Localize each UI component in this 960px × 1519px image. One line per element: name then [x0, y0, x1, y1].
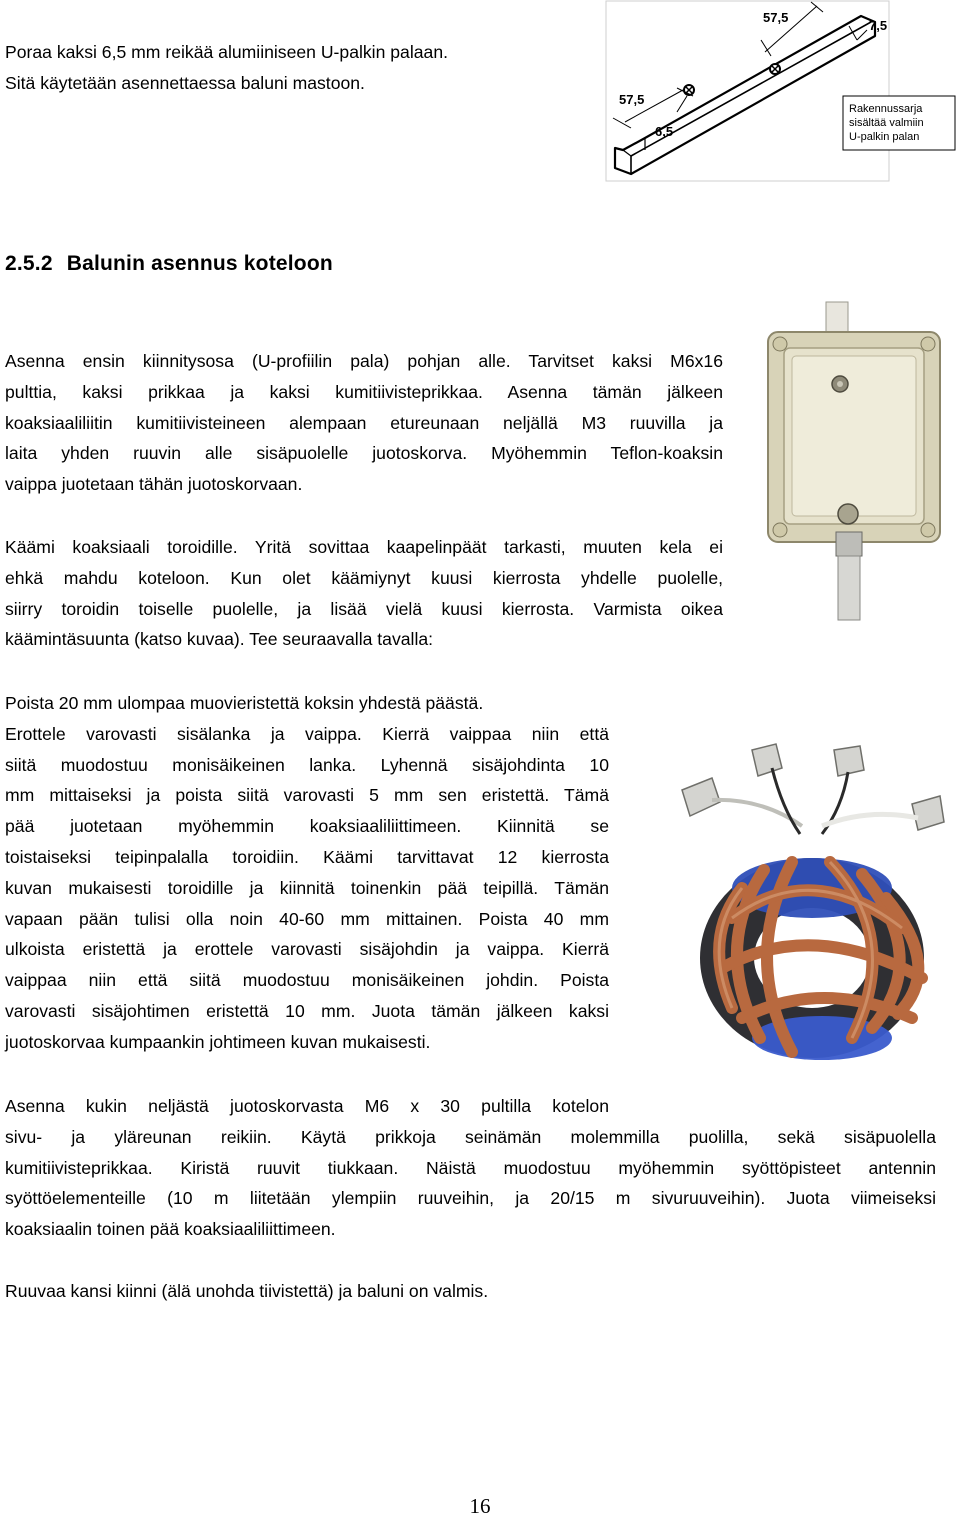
- text-line: juotoskorvaa kumpaankin johtimeen kuvan mukaisesti.: [5, 1031, 431, 1052]
- text-line: laita yhden ruuvin alle sisäpuolelle juotoskorva. Myöhemmin Teflon-koaksin: [5, 443, 723, 464]
- text-line: kuvan mukaisesti toroidille ja kiinnitä toinenkin pää teipillä. Tämän: [5, 877, 609, 898]
- section-title: Balunin asennus koteloon: [66, 252, 333, 275]
- paragraph-winding: [5, 532, 723, 655]
- intro-line-2: Sitä käytetään asennettaessa baluni mastoon.: [5, 72, 365, 93]
- section-heading: [5, 252, 333, 276]
- dim-6-5: 6,5: [655, 124, 674, 139]
- text-line: vaippaa niin että siitä muodostuu monisäikeinen johdin. Poista: [5, 970, 609, 991]
- text-line: koaksiaalin toinen pää koaksiaaliliittimeen.: [5, 1219, 336, 1240]
- text-line: mm mittaiseksi ja poista siitä varovasti 5 mm sen eristettä. Tämä: [5, 785, 609, 806]
- text-line: syöttöelementeille (10 m liitetään ylempiin ruuveihin, ja 20/15 m sivuruuveihin). Juota viimeiseksi: [5, 1188, 936, 1209]
- text-line: kumitiivisteprikkaa. Kiristä ruuvit tiukkaan. Näistä muodostuu myöhemmin syöttöpisteet antennin: [5, 1157, 936, 1178]
- text-line: koaksiaaliliitin kumitiivisteineen alempaan etureunaan neljällä M3 ruuvilla ja: [5, 412, 723, 433]
- intro-paragraph: [5, 37, 448, 99]
- text-line: käämintäsuunta (katso kuvaa). Tee seuraavalla tavalla:: [5, 629, 434, 650]
- paragraph-mounting: [5, 346, 723, 500]
- text-line: pulttia, kaksi prikkaa ja kaksi kumitiivisteprikkaa. Asenna tämän jälkeen: [5, 381, 723, 402]
- text-line: sivu- ja yläreunan reikiin. Käytä prikkoja seinämän molemmilla puolilla, sekä sisäpuolella: [5, 1126, 936, 1147]
- dim-7-5: 7,5: [869, 18, 888, 33]
- kit-note-line-3: U-palkin palan: [849, 131, 920, 143]
- dim-57-5-left: 57,5: [619, 92, 645, 107]
- text-line: Asenna kukin neljästä juotoskorvasta M6 x 30 pultilla kotelon: [5, 1096, 609, 1116]
- paragraph-finish: [5, 1276, 936, 1307]
- text-line: Erottele varovasti sisälanka ja vaippa. Kierrä vaippaa niin että: [5, 723, 609, 744]
- text-line: ehkä mahdu koteloon. Kun olet käämiynyt kuusi kierrosta yhdelle puolelle,: [5, 567, 723, 588]
- dim-57-5-top: 57,5: [763, 10, 789, 25]
- enclosure-photo: [758, 288, 948, 638]
- u-profile-diagram: [605, 0, 924, 185]
- paragraph-toroid-steps: [5, 688, 609, 1058]
- page-number: 16: [469, 1494, 491, 1518]
- section-number: 2.5.2: [5, 252, 53, 275]
- text-line: pää juotetaan myöhemmin koaksiaaliliittimeen. Kiinnitä se: [5, 816, 609, 837]
- text-line: Asenna ensin kiinnitysosa (U-profiilin pala) pohjan alle. Tarvitset kaksi M6x16: [5, 351, 723, 371]
- text-line: siirry toroidin toiselle puolelle, ja lisää vielä kuusi kierrosta. Varmista oikea: [5, 598, 723, 619]
- kit-note-line-2: sisältää valmiin: [849, 117, 924, 129]
- text-line: toistaiseksi teipinpalalla toroidiin. Käämi tarvittavat 12 kierrosta: [5, 846, 609, 867]
- text-line: varovasti sisäjohtimen eristettä 10 mm. Juota tämän jälkeen kaksi: [5, 1000, 609, 1021]
- text-line: Ruuvaa kansi kiinni (älä unohda tiivistettä) ja baluni on valmis.: [5, 1281, 489, 1301]
- paragraph-lugs: [5, 1091, 936, 1245]
- intro-line-1: Poraa kaksi 6,5 mm reikää alumiiniseen U-palkin palaan.: [5, 42, 448, 62]
- text-line: siitä muodostuu monisäikeinen lanka. Lyhennä sisäjohdinta 10: [5, 754, 609, 775]
- text-line: ulkoista eristettä ja erottele varovasti sisäjohdin ja vaippa. Kierrä: [5, 939, 609, 960]
- text-line: vapaan pään tulisi olla noin 40-60 mm mittainen. Poista 40 mm: [5, 908, 609, 929]
- toroid-photo: [672, 738, 954, 1084]
- text-line: Poista 20 mm ulompaa muovieristettä koksin yhdestä päästä.: [5, 693, 484, 713]
- text-line: Käämi koaksiaali toroidille. Yritä sovittaa kaapelinpäät tarkasti, muuten kela ei: [5, 537, 723, 557]
- text-line: vaippa juotetaan tähän juotoskorvaan.: [5, 474, 303, 495]
- kit-note-line-1: Rakennussarja: [849, 103, 923, 115]
